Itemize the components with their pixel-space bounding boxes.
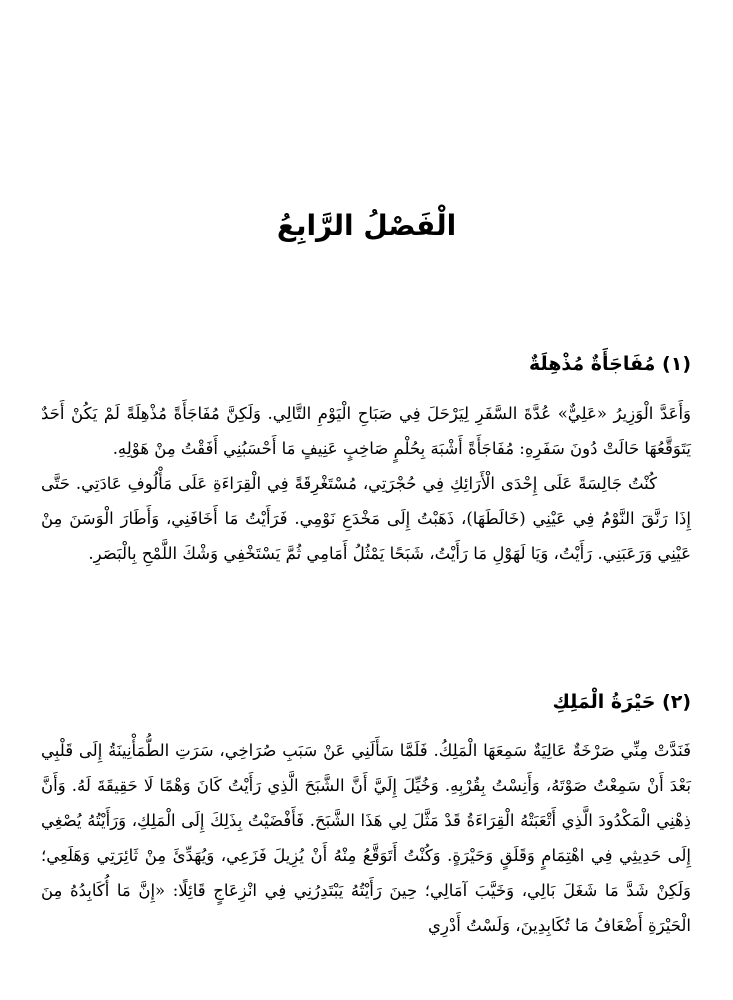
section-heading-1: (١) مُفَاجَأَةٌ مُذْهِلَةٌ bbox=[528, 353, 691, 375]
paragraph: كُنْتُ جَالِسَةً عَلَى إِحْدَى الْأَرَائِكِ فِي حُجْرَتِي، مُسْتَغْرِقَةً فِي الْقِرَاءَةِ عَلَى مَأْلُوفِ عَادَتِي. حَتَّى إِذَا رَنَّقَ النَّوْمُ فِي عَيْنِي (خَالَطَهَا)، ذَهَبْتُ إِلَى مَخْدَعِ نَوْمِي. فَرَأَيْتُ مَا أَخَافَنِي، وَأَطَارَ الْوَسَنَ مِنْ عَيْنِي وَرَعَبَنِي. رَأَيْتُ، وَيَا لَهَوْلِ مَا رَأَيْتُ، شَبَحًا يَمْثُلُ أَمَامِي ثُمَّ يَسْتَخْفِي وَشْكَ اللَّمْحِ بِالْبَصَرِ. bbox=[41, 474, 691, 563]
section-2-body bbox=[41, 733, 691, 943]
section-1-body bbox=[41, 396, 691, 571]
section-heading-2: (٢) حَيْرَةُ الْمَلِكِ bbox=[552, 691, 691, 713]
paragraph: فَنَدَّتْ مِنِّي صَرْخَةٌ عَالِيَةٌ سَمِعَهَا الْمَلِكُ. فَلَمَّا سَأَلَنِي عَنْ سَبَبِ صُرَاخِي، سَرَتِ الطُّمَأْنِينَةُ إِلَى قَلْبِي بَعْدَ أَنْ سَمِعْتُ صَوْتَهُ، وَأَنِسْتُ بِقُرْبِهِ. وَخُيِّلَ إِلَيَّ أَنَّ الشَّبَحَ الَّذِي رَأَيْتُ كَانَ وَهْمًا لَا حَقِيقَةَ لَهُ. وَأَنَّ ذِهْنِي الْمَكْدُودَ الَّذِي أَتْعَبَتْهُ الْقِرَاءَةُ قَدْ مَثَّلَ لِي هَذَا الشَّبَحَ. فَأَفْضَيْتُ بِذَلِكَ إِلَى الْمَلِكِ، وَرَأَيْتُهُ يُصْغِي إِلَى حَدِيثِي فِي اهْتِمَامٍ وَقَلَقٍ وَحَيْرَةٍ. وَكُنْتُ أَتَوَقَّعُ مِنْهُ أَنْ يُزِيلَ فَزَعِي، وَيُهَدِّئَ مِنْ ثَائِرَتِي وَهَلَعِي؛ وَلَكِنْ شَدَّ مَا شَغَلَ بَالِي، وَخَيَّبَ آمَالِي؛ حِينَ رَأَيْتُهُ يَبْتَدِرُنِي فِي انْزِعَاجٍ قَائِلًا: «إِنَّ مَا أُكَابِدُهُ مِنَ الْحَيْرَةِ أَضْعَافُ مَا تُكَابِدِينَ، وَلَسْتُ أَدْرِي bbox=[41, 741, 691, 935]
paragraph: وَأَعَدَّ الْوَزِيرُ «عَلِيٌّ» عُدَّةَ السَّفَرِ لِيَرْحَلَ فِي صَبَاحِ الْيَوْمِ التَّالِي. وَلَكِنَّ مُفَاجَأَةً مُذْهِلَةً لَمْ يَكُنْ أَحَدٌ يَتَوَقَّعُهَا حَالَتْ دُونَ سَفَرِهِ: مُفَاجَأَةً أَشْبَهَ بِحُلْمٍ صَاخِبٍ عَنِيفٍ مَا أَحْسَبُنِي أَفَقْتُ مِنْ هَوْلِهِ. bbox=[41, 404, 691, 458]
chapter-title: الْفَصْلُ الرَّابِعُ bbox=[276, 209, 457, 242]
